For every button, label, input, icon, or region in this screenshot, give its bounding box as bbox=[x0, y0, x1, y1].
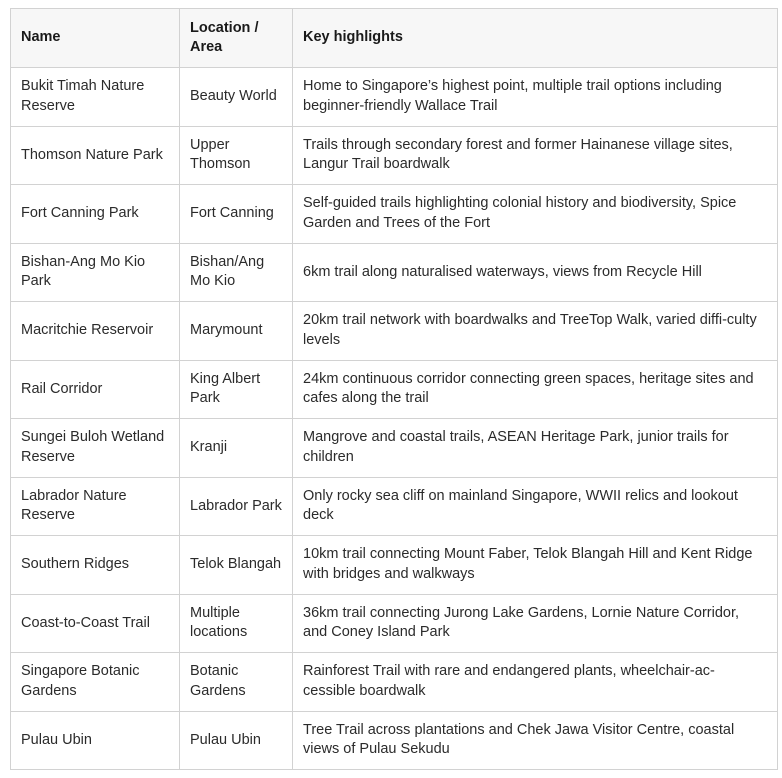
cell-location: Botanic Gardens bbox=[180, 653, 293, 712]
trails-table-container bbox=[10, 8, 777, 770]
cell-highlights: 10km trail connecting Mount Faber, Telok Blangah Hill and Kent Ridge with bridges and walkways bbox=[293, 536, 778, 595]
table-row bbox=[11, 419, 778, 478]
cell-location: Bishan/Ang Mo Kio bbox=[180, 243, 293, 302]
table-header bbox=[11, 9, 778, 68]
cell-highlights: Rainforest Trail with rare and endangered plants, wheelchair-ac-cessible boardwalk bbox=[293, 653, 778, 712]
cell-name: Macritchie Reservoir bbox=[11, 302, 180, 361]
cell-location: Kranji bbox=[180, 419, 293, 478]
table-row bbox=[11, 302, 778, 361]
cell-location: Beauty World bbox=[180, 68, 293, 127]
cell-highlights: Mangrove and coastal trails, ASEAN Heritage Park, junior trails for children bbox=[293, 419, 778, 478]
cell-location: King Albert Park bbox=[180, 360, 293, 419]
table-row bbox=[11, 360, 778, 419]
table-row bbox=[11, 536, 778, 595]
cell-location: Upper Thomson bbox=[180, 126, 293, 185]
cell-location: Pulau Ubin bbox=[180, 711, 293, 770]
header-location: Location / Area bbox=[180, 9, 293, 68]
cell-location: Marymount bbox=[180, 302, 293, 361]
cell-highlights: Self-guided trails highlighting colonial history and biodiversity, Spice Garden and Trees of the Fort bbox=[293, 185, 778, 244]
header-highlights: Key highlights bbox=[293, 9, 778, 68]
cell-name: Sungei Buloh Wetland Reserve bbox=[11, 419, 180, 478]
cell-location: Telok Blangah bbox=[180, 536, 293, 595]
cell-highlights: 20km trail network with boardwalks and TreeTop Walk, varied diffi-culty levels bbox=[293, 302, 778, 361]
trails-table bbox=[10, 8, 778, 770]
cell-location: Multiple locations bbox=[180, 594, 293, 653]
cell-name: Labrador Nature Reserve bbox=[11, 477, 180, 536]
header-row bbox=[11, 9, 778, 68]
cell-highlights: Tree Trail across plantations and Chek Jawa Visitor Centre, coastal views of Pulau Sekudu bbox=[293, 711, 778, 770]
cell-name: Rail Corridor bbox=[11, 360, 180, 419]
table-row bbox=[11, 653, 778, 712]
cell-location: Labrador Park bbox=[180, 477, 293, 536]
table-body bbox=[11, 68, 778, 770]
cell-highlights: 36km trail connecting Jurong Lake Gardens, Lornie Nature Corridor, and Coney Island Park bbox=[293, 594, 778, 653]
cell-name: Thomson Nature Park bbox=[11, 126, 180, 185]
table-row bbox=[11, 711, 778, 770]
cell-name: Pulau Ubin bbox=[11, 711, 180, 770]
cell-name: Bishan-Ang Mo Kio Park bbox=[11, 243, 180, 302]
table-row bbox=[11, 594, 778, 653]
cell-name: Southern Ridges bbox=[11, 536, 180, 595]
table-row bbox=[11, 126, 778, 185]
cell-name: Singapore Botanic Gardens bbox=[11, 653, 180, 712]
cell-name: Bukit Timah Nature Reserve bbox=[11, 68, 180, 127]
cell-highlights: Trails through secondary forest and former Hainanese village sites, Langur Trail boardwalk bbox=[293, 126, 778, 185]
table-row bbox=[11, 185, 778, 244]
cell-highlights: Home to Singapore’s highest point, multiple trail options including beginner-friendly Wallace Trail bbox=[293, 68, 778, 127]
table-row bbox=[11, 477, 778, 536]
header-name: Name bbox=[11, 9, 180, 68]
cell-name: Fort Canning Park bbox=[11, 185, 180, 244]
table-row bbox=[11, 68, 778, 127]
cell-highlights: 6km trail along naturalised waterways, views from Recycle Hill bbox=[293, 243, 778, 302]
cell-location: Fort Canning bbox=[180, 185, 293, 244]
cell-name: Coast-to-Coast Trail bbox=[11, 594, 180, 653]
table-row bbox=[11, 243, 778, 302]
cell-highlights: 24km continuous corridor connecting green spaces, heritage sites and cafes along the trail bbox=[293, 360, 778, 419]
cell-highlights: Only rocky sea cliff on mainland Singapore, WWII relics and lookout deck bbox=[293, 477, 778, 536]
